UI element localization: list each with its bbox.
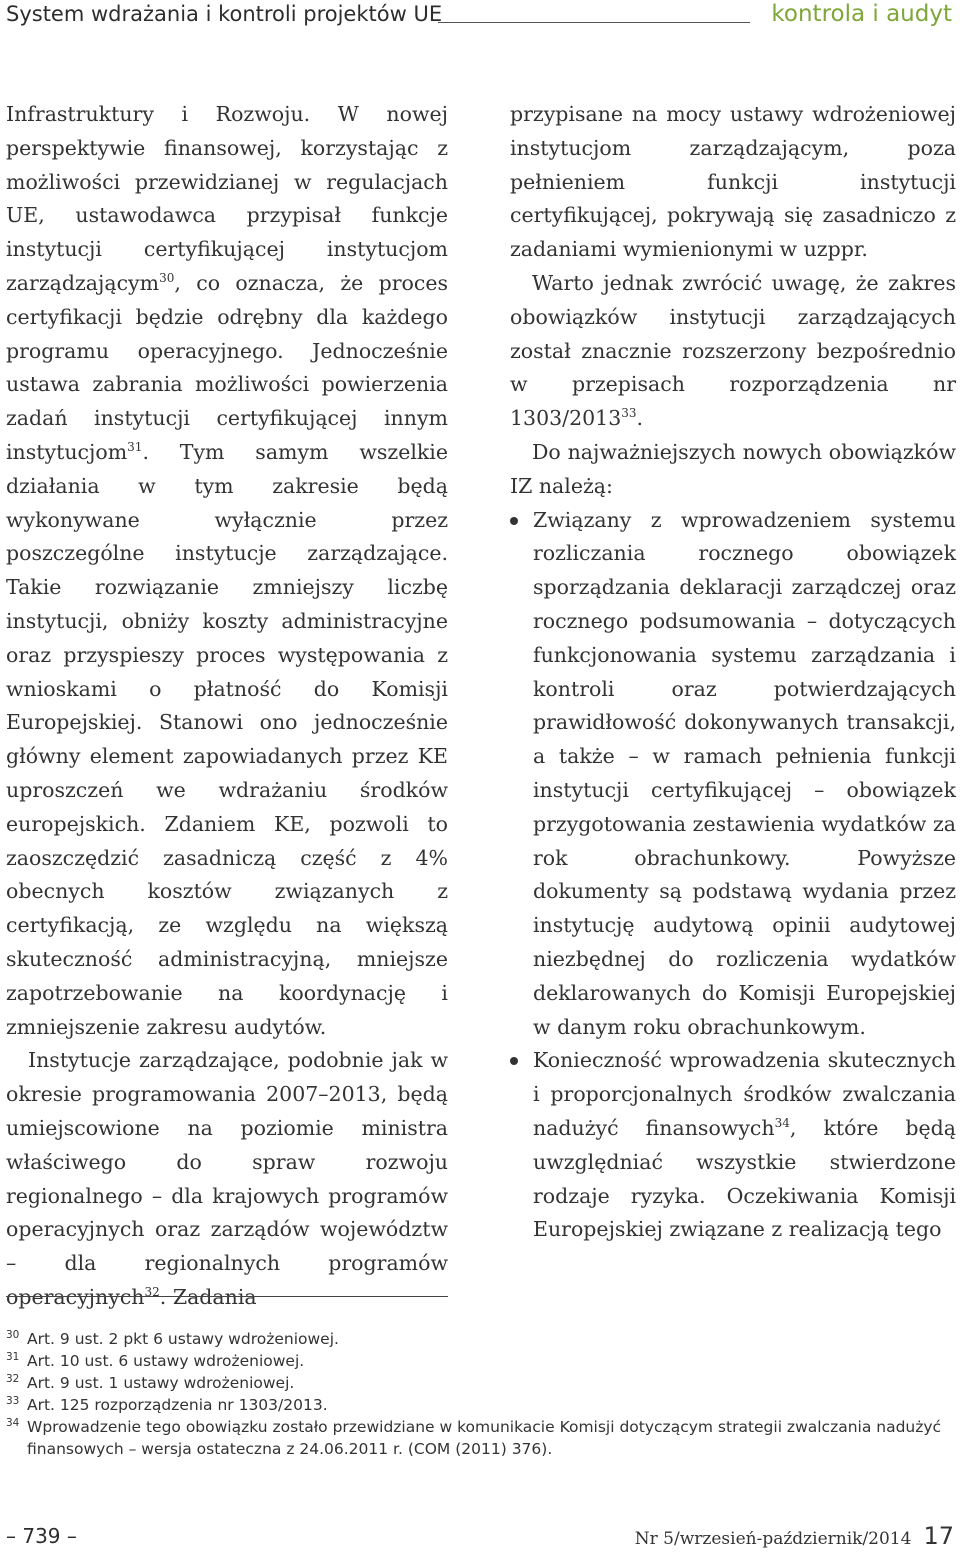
paragraph-text: . [636, 406, 644, 431]
paragraph-text: Warto jednak zwrócić uwagę, że zakres obowiązków instytucji zarządzających został znacznie rozszerzony bezpośrednio w przepisach rozporządzenia nr 1303/2013 [510, 270, 956, 431]
obligations-list [510, 504, 956, 1248]
paragraph [6, 1044, 448, 1314]
list-item [510, 504, 956, 1045]
list-item-text: Konieczność wprowadzenia skutecznych i proporcjonalnych środków zwalczania nadużyć finansowych [533, 1048, 956, 1140]
footnote-number: 32 [6, 1373, 20, 1385]
footnote [6, 1394, 956, 1416]
footnote-rule [6, 1296, 448, 1297]
bullet-icon [510, 1057, 518, 1065]
header-rule [438, 22, 750, 23]
journal-page-number: – 739 – [6, 1524, 77, 1548]
footnote-number: 31 [6, 1351, 20, 1363]
page-footer [0, 1520, 960, 1553]
issue-info [635, 1522, 954, 1550]
footnote [6, 1372, 956, 1394]
footnote-number: 33 [6, 1395, 20, 1407]
footnote-ref[interactable]: 34 [774, 1116, 790, 1131]
bullet-icon [510, 517, 518, 525]
page-number: 17 [923, 1522, 954, 1550]
paragraph [510, 267, 956, 436]
list-item-text: , które będą uwzględniać wszystkie stwierdzone rodzaje ryzyka. Oczekiwania Komisji Europejskiej związane z realizacją tego [533, 1115, 956, 1242]
paragraph-text: , co oznacza, że proces certyfikacji będzie odrębny dla każdego programu operacyjnego. Jednocześnie ustawa zabrania możliwości powierzenia zadań instytucji certyfikującej innym instytucjom [6, 270, 448, 464]
paragraph-text: Infrastruktury i Rozwoju. W nowej perspektywie finansowej, korzystając z możliwości przewidzianej w regulacjach UE, ustawodawca przypisał funkcje instytucji certyfikującej instytucjom zarządzającym [6, 102, 448, 295]
footnote-number: 34 [6, 1417, 20, 1429]
paragraph: przypisane na mocy ustawy wdrożeniowej instytucjom zarządzającym, poza pełnieniem funkcji instytucji certyfikującej, pokrywają się zasadniczo z zadaniami wymienionymi w uzppr. [510, 102, 956, 262]
section-label: kontrola i audyt [771, 1, 952, 27]
footnote [6, 1416, 956, 1460]
list-item-text: Związany z wprowadzeniem systemu rozliczania rocznego obowiązek sporządzania deklaracji zarządczej oraz rocznego podsumowania – dotyczących funkcjonowania systemu zarządzania i kontroli oraz potwierdzających prawidłowość dokonywanych transakcji, a także – w ramach pełnienia funkcji instytucji certyfikującej – obowiązek przygotowania zestawienia wydatków za rok obrachunkowy. Powyższe dokumenty są podstawą wydania przez instytucję audytową opinii audytowej niezbędnej do rozliczenia wydatków deklarowanych do Komisji Europejskiej w danym roku obrachunkowym. [533, 507, 956, 1039]
page-header [0, 0, 960, 34]
footnote-ref[interactable]: 33 [621, 406, 637, 421]
footnote [6, 1350, 956, 1372]
footnote-number: 30 [6, 1329, 20, 1341]
footnote-text: Art. 125 rozporządzenia nr 1303/2013. [27, 1396, 328, 1414]
right-column [510, 98, 956, 1247]
footnote-text: Art. 9 ust. 2 pkt 6 ustawy wdrożeniowej. [27, 1330, 339, 1348]
footnote-text: Wprowadzenie tego obowiązku zostało przewidziane w komunikacie Komisji dotyczącym strategii zwalczania nadużyć finansowych – wersja ostateczna z 24.06.2011 r. (COM (2011) 376). [27, 1418, 942, 1458]
footnote-ref[interactable]: 32 [144, 1285, 160, 1300]
left-column [6, 98, 448, 1315]
issue-label: Nr 5/wrzesień-październik/2014 [634, 1529, 912, 1549]
footnote-text: Art. 9 ust. 1 ustawy wdrożeniowej. [27, 1374, 295, 1392]
paragraph-text: . Zadania [159, 1284, 257, 1309]
paragraph-text: . Tym samym wszelkie działania w tym zakresie będą wykonywane wyłącznie przez poszczególne instytucje zarządzające. Takie rozwiązanie zmniejszy liczbę instytucji, obniży koszty administracyjne oraz przyspieszy proces występowania z wnioskami o płatność do Komisji Europejskiej. Stanowi ono jednocześnie główny element zapowiadanych przez KE uproszczeń we wdrażaniu środków europejskich. Zdaniem KE, pozwoli to zaoszczędzić zasadniczą część z 4% obecnych kosztów związanych z certyfikacją, ze względu na większą skuteczność administracyjną, mniejsze zapotrzebowanie na koordynację i zmniejszenie zakresu audytów. [6, 439, 448, 1039]
footnote-ref[interactable]: 31 [127, 440, 143, 455]
footnote [6, 1328, 956, 1350]
footnotes [6, 1328, 956, 1460]
running-title: System wdrażania i kontroli projektów UE [6, 2, 443, 26]
paragraph: Do najważniejszych nowych obowiązków IZ należą: [510, 439, 956, 498]
footnote-text: Art. 10 ust. 6 ustawy wdrożeniowej. [27, 1352, 305, 1370]
paragraph-text: Instytucje zarządzające, podobnie jak w okresie programowania 2007–2013, będą umiejscowione na poziomie ministra właściwego do spraw rozwoju regionalnego – dla krajowych programów operacyjnych oraz zarządów województw – dla regionalnych programów operacyjnych [6, 1048, 448, 1309]
footnote-ref[interactable]: 30 [159, 271, 175, 286]
list-item [510, 1044, 956, 1247]
paragraph [6, 98, 448, 1044]
